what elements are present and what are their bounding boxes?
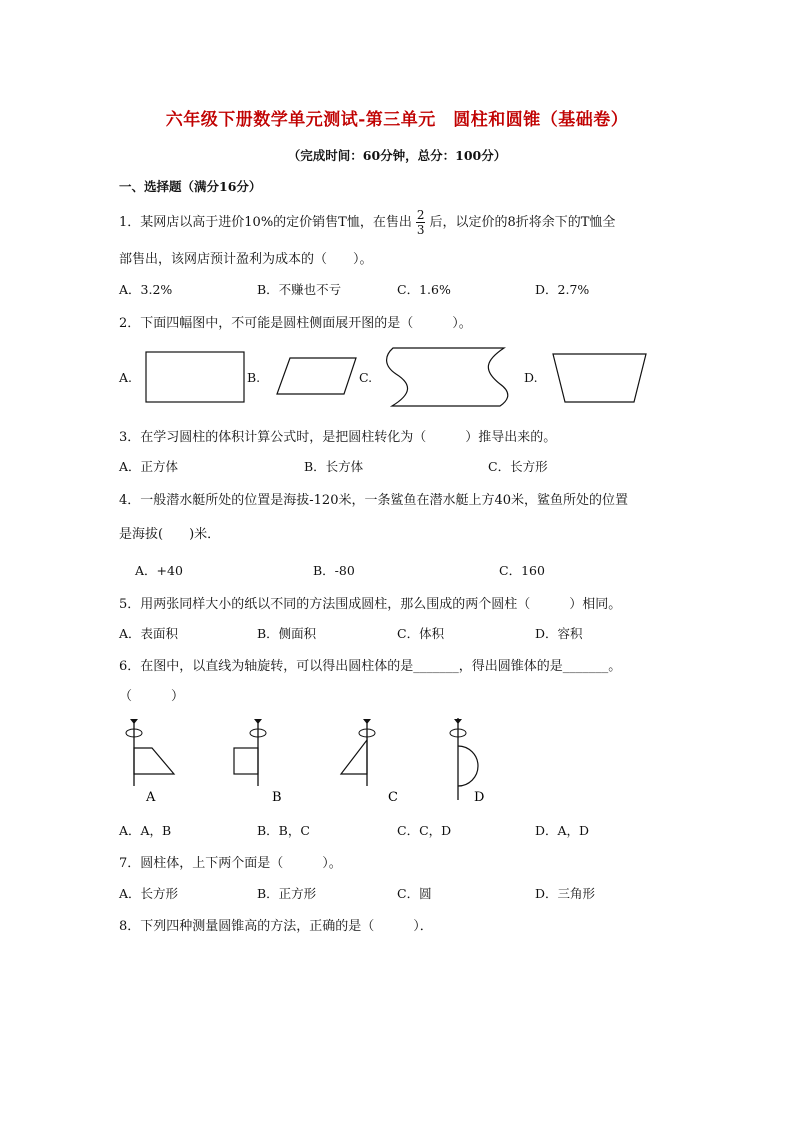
question-6-option-b: B．B，C: [257, 823, 310, 838]
question-6-option-c: C．C，D: [397, 823, 452, 838]
question-6-line-1: 6．在图中，以直线为轴旋转，可以得出圆柱体的是_______，得出圆锥体的是_______。: [119, 659, 622, 674]
question-7-text: 7．圆柱体，上下两个面是（ ）。: [119, 856, 342, 871]
question-6-line-2: （ ）: [119, 689, 185, 704]
trapezoid-shape: [553, 354, 646, 402]
question-2-text: 2．下面四幅图中，不可能是圆柱侧面展开图的是（ ）。: [119, 316, 472, 331]
figure-label-d: D: [474, 790, 485, 805]
rectangle-shape: [146, 352, 244, 402]
exam-subtitle: （完成时间：60分钟，总分：100分）: [287, 148, 507, 163]
question-1-text-after: 后，以定价的8折将余下的T恤全: [429, 215, 616, 230]
question-3-option-a: A．正方体: [119, 459, 179, 474]
fraction-numerator: 2: [416, 208, 425, 222]
question-3-text: 3．在学习圆柱的体积计算公式时，是把圆柱转化为（ ）推导出来的。: [119, 430, 557, 445]
question-2-option-a: A.: [119, 370, 133, 385]
question-2-option-c: C.: [359, 370, 373, 385]
question-7-option-c: C．圆: [397, 886, 432, 901]
wavy-edge-shape: [387, 348, 508, 406]
figure-d: [450, 718, 484, 805]
question-6-option-a: A．A，B: [119, 823, 172, 838]
question-4-option-a: A．+40: [135, 563, 183, 578]
question-1-option-b: B．不赚也不亏: [257, 282, 342, 297]
parallelogram-shape: [277, 358, 356, 394]
section-heading-choice: 一、选择题（满分16分）: [119, 179, 262, 194]
question-6-option-d: D．A，D: [535, 823, 590, 838]
question-1-option-c: C．1.6%: [397, 282, 451, 297]
question-4-line-1: 4．一般潜水艇所处的位置是海拔-120米，一条鲨鱼在潜水艇上方40米，鲨鱼所处的位置: [119, 493, 629, 508]
question-5-option-b: B．侧面积: [257, 626, 317, 641]
question-3-option-c: C．长方形: [488, 459, 548, 474]
question-4-line-2: 是海拔( )米．: [119, 527, 221, 542]
question-7-option-d: D．三角形: [535, 886, 596, 901]
question-5-option-c: C．体积: [397, 626, 445, 641]
question-4-option-c: C．160: [499, 563, 545, 578]
figure-a: [126, 719, 174, 805]
figure-b: [234, 719, 282, 805]
figure-label-a: A: [146, 790, 156, 805]
question-2-figures: [0, 0, 794, 420]
question-6-rotation-figures: [0, 700, 794, 810]
question-2-option-d: D.: [524, 370, 538, 385]
fraction-denominator: 3: [416, 223, 425, 237]
question-5-option-d: D．容积: [535, 626, 583, 641]
question-2-option-b: B.: [247, 370, 261, 385]
question-1-option-a: A．3.2%: [119, 282, 173, 297]
figure-c: [341, 719, 398, 805]
question-1-text-before: 1．某网店以高于进价10%的定价销售T恤，在售出: [119, 215, 412, 230]
page-title: 六年级下册数学单元测试-第三单元 圆柱和圆锥（基础卷）: [165, 110, 629, 130]
figure-label-b: B: [272, 790, 282, 805]
question-7-option-b: B．正方形: [257, 886, 317, 901]
question-3-option-b: B．长方体: [304, 459, 364, 474]
question-7-option-a: A．长方形: [119, 886, 179, 901]
question-8-text: 8．下列四种测量圆锥高的方法，正确的是（ ）．: [119, 919, 433, 934]
question-5-text: 5．用两张同样大小的纸以不同的方法围成圆柱，那么围成的两个圆柱（ ）相同。: [119, 597, 622, 612]
figure-label-c: C: [388, 790, 398, 805]
question-4-option-b: B．-80: [313, 563, 355, 578]
question-1-line-2: 部售出，该网店预计盈利为成本的（ ）。: [119, 252, 373, 267]
question-5-option-a: A．表面积: [119, 626, 179, 641]
question-1-option-d: D．2.7%: [535, 282, 590, 297]
